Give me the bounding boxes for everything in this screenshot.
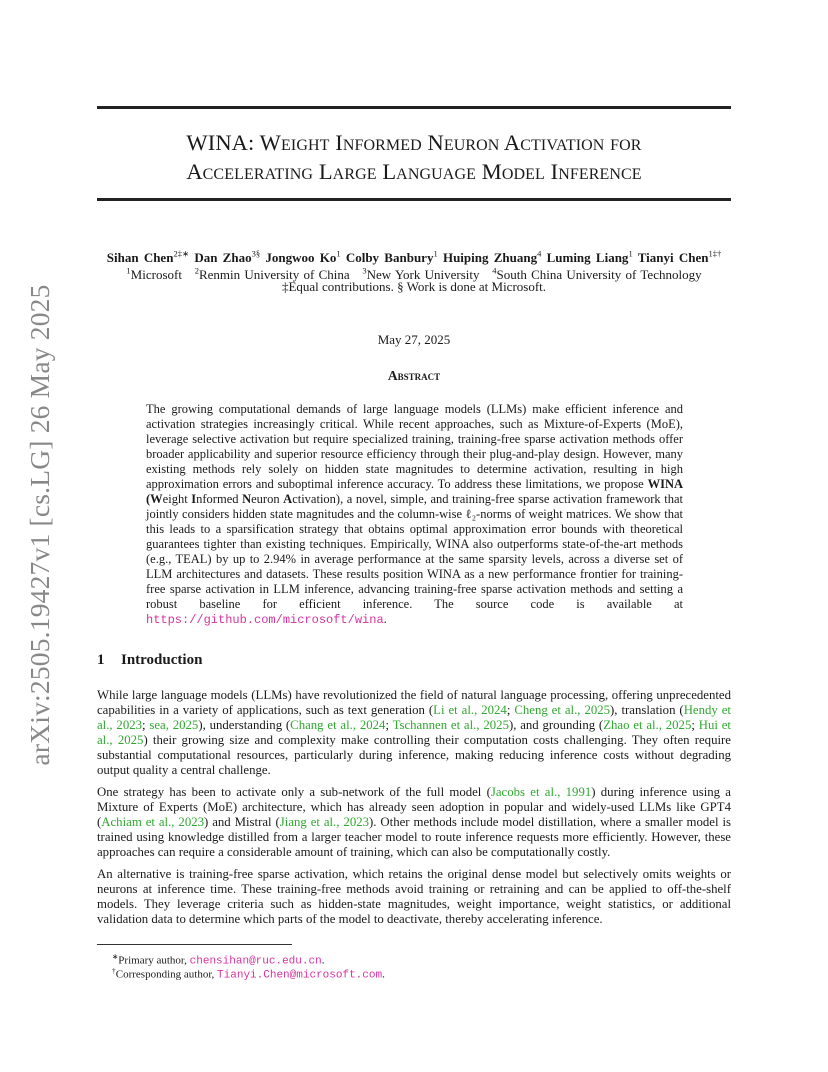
footnote: ∗Primary author, chensihan@ruc.edu.cn. — [112, 952, 325, 968]
citation-link[interactable]: Hui et al., 2025 — [97, 718, 731, 747]
email-link[interactable]: chensihan@ruc.edu.cn — [189, 955, 322, 968]
citation-link[interactable]: Achiam et al., 2023 — [101, 815, 205, 829]
citation-link[interactable]: Cheng et al., 2025 — [514, 703, 611, 717]
affiliation: $^1$Microsoft — [126, 266, 182, 283]
title-line-2: Accelerating Large Language Model Inference — [186, 159, 642, 184]
affiliation: $^3$New York University — [362, 266, 480, 283]
citation-link[interactable]: Hendy et al., 2023 — [97, 703, 731, 732]
author: Tianyi Chen$^{1\ddagger\dagger}$ — [637, 249, 722, 266]
paper-title — [97, 128, 731, 186]
contribution-note: ‡Equal contributions. § Work is done at Microsoft. — [281, 279, 547, 294]
section-title: Introduction — [121, 652, 203, 668]
email-link[interactable]: Tianyi.Chen@microsoft.com — [217, 969, 383, 982]
footnote: †Corresponding author, Tianyi.Chen@microsoft.com. — [112, 966, 385, 982]
source-code-link[interactable]: https://github.com/microsoft/wina — [146, 613, 384, 627]
author: Huiping Zhuang$^4$ — [442, 249, 542, 266]
abstract-body: The growing computational demands of large language models (LLMs) make efficient inference and activation strategies increasingly critical. While recent approaches, such as Mixture-of-Experts (MoE), leverage selective activation but require specialized training, training-free sparse activation methods offer broader applicability and superior resource efficiency through their plug-and-play design. However, many existing methods rely solely on hidden state magnitudes to determine activation, resulting in high approximation errors and suboptimal inference accuracy. To address these limitations, we propose WINA (Weight Informed Neuron Activation), a novel, simple, and training-free sparse activation framework that jointly considers hidden state magnitudes and the column-wise ℓ₂-norms of weight matrices. We show that this leads to a sparsification strategy that obtains optimal approximation error bounds with theoretical guarantees tighter than existing techniques. Empirically, WINA also outperforms state-of-the-art methods (e.g., TEAL) by up to 2.94% in average performance at the same sparsity levels, across a diverse set of LLM architectures and datasets. These results position WINA as a new performance frontier for training-free sparse activation in LLM inference, advancing training-free sparse activation methods and setting a robust baseline for efficient inference. The source code is available at https://github.com/microsoft/wina. — [146, 402, 683, 627]
paragraph: An alternative is training-free sparse activation, which retains the original dense model but selectively omits weights or neurons at inference time. These training-free methods avoid training or retraining and can be applied to off-the-shelf models. They leverage criteria such as hidden-state magnitudes, weight importance, weight statistics, or additional validation data to determine which parts of the model to deactivate, thereby accelerating inference. — [97, 867, 731, 926]
footnote-rule — [97, 944, 292, 945]
section-heading-introduction — [97, 652, 202, 669]
abstract-heading: Abstract — [387, 368, 441, 383]
citation-link[interactable]: Jacobs et al., 1991 — [490, 785, 592, 799]
author: Sihan Chen$^{2\ddagger∗}$ — [106, 249, 190, 266]
title-bottom-rule — [97, 198, 731, 201]
citation-link[interactable]: Chang et al., 2024 — [290, 718, 386, 732]
paper-date: May 27, 2025 — [377, 332, 451, 347]
paragraph: While large language models (LLMs) have revolutionized the field of natural language processing, offering unprecedented capabilities in a variety of applications, such as text generation (Li et al., 2024; Cheng et al., 2025), translation (Hendy et al., 2023; sea, 2025), understanding (Chang et al., 2024; Tschannen et al., 2025), and grounding (Zhao et al., 2025; Hui et al., 2025) their growing size and complexity make controlling their computation costs challenging. They often require substantial computational resources, particularly during inference, making reducing inference costs without degrading output quality a central challenge. — [97, 688, 731, 777]
paragraph: One strategy has been to activate only a sub-network of the full model (Jacobs et al., 1991) during inference using a Mixture of Experts (MoE) architecture, which has already seen adoption in popular and widely-used LLMs like GPT4 (Achiam et al., 2023) and Mistral (Jiang et al., 2023). Other methods include model distillation, where a smaller model is trained using knowledge distilled from a larger teacher model to route inference requests more efficiently. However, these approaches can require a considerable amount of training, which can also be computationally costly. — [97, 785, 731, 859]
title-line-1: WINA: Weight Informed Neuron Activation for — [186, 130, 642, 155]
citation-link[interactable]: Li et al., 2024 — [433, 703, 507, 717]
section-number: 1 — [97, 652, 105, 668]
author: Luming Liang$^1$ — [546, 249, 633, 266]
arxiv-stamp-text: arXiv:2505.19427v1 [cs.LG] 26 May 2025 — [24, 284, 55, 766]
affiliation: $^2$Renmin University of China — [194, 266, 350, 283]
citation-link[interactable]: Jiang et al., 2023 — [279, 815, 370, 829]
author: Colby Banbury$^1$ — [345, 249, 438, 266]
affiliation: $^4$South China University of Technology — [492, 266, 702, 283]
citation-link[interactable]: Zhao et al., 2025 — [603, 718, 692, 732]
author: Jongwoo Ko$^1$ — [265, 249, 341, 266]
citation-link[interactable]: sea, 2025 — [149, 718, 199, 732]
citation-link[interactable]: Tschannen et al., 2025 — [392, 718, 509, 732]
title-top-rule — [97, 106, 731, 109]
arxiv-identifier-stamp — [18, 284, 62, 766]
author: Dan Zhao$^{3\S}$ — [194, 249, 261, 266]
